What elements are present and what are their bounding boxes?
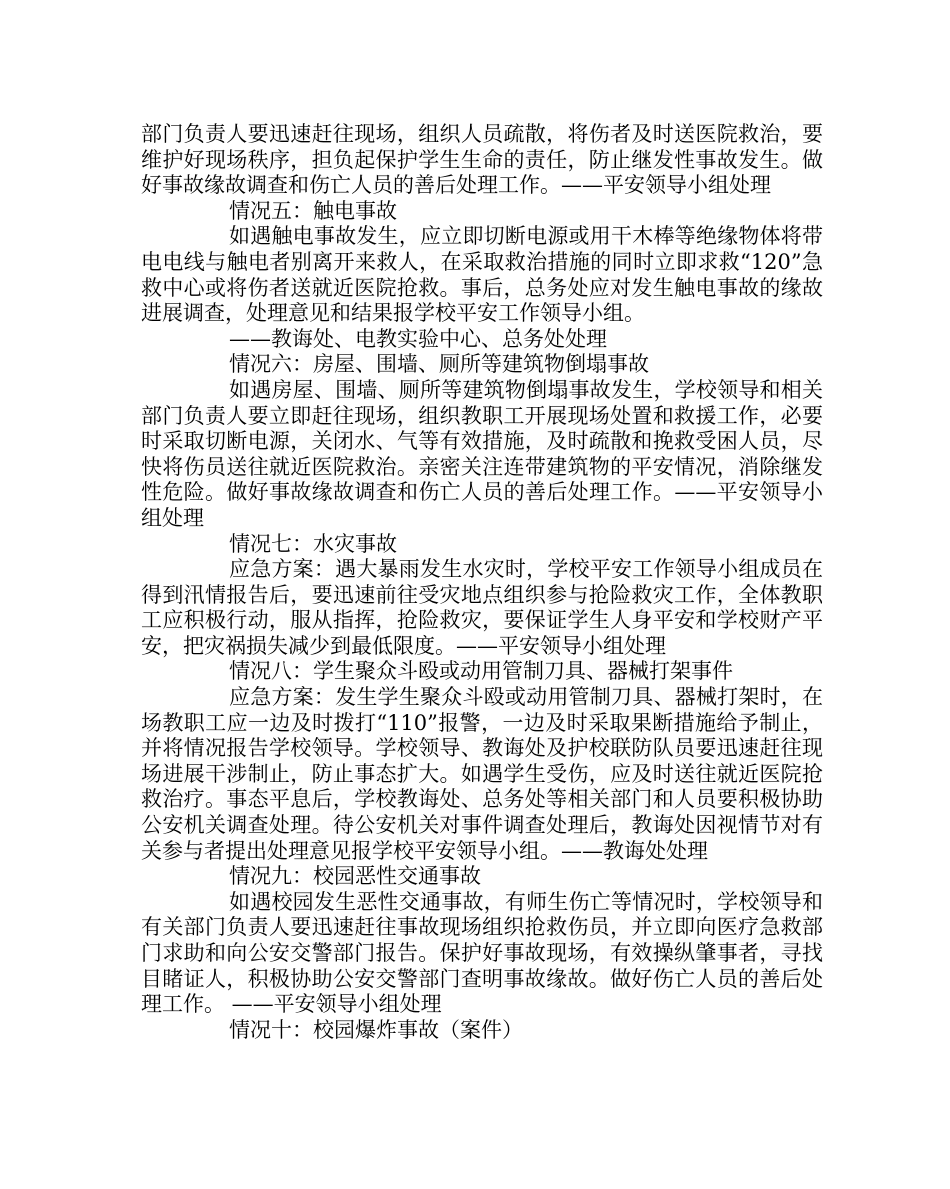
section-heading-case-9: 情况九：校园恶性交通事故: [229, 864, 481, 889]
section-heading-case-8: 情况八：学生聚众斗殴或动用管制刀具、器械打架事件: [229, 659, 733, 684]
section-heading-case-10: 情况十：校园爆炸事故（案件）: [229, 1017, 523, 1042]
paragraph-body: 如遇触电事故发生，应立即切断电源或用干木棒等绝缘物体将带电电线与触电者别离开来救人，在采取救治措施的同时立即求救“120”急救中心或将伤者送就近医院抢救。事后，总务处应对发生触电事故的缘故进展调查，处理意见和结果报学校平安工作领导小组。: [141, 224, 823, 326]
paragraph-body: 应急方案：遇大暴雨发生水灾时，学校平安工作领导小组成员在得到汛情报告后，要迅速前往受灾地点组织参与抢险救灾工作，全体教职工应积极行动，服从指挥，抢险救灾，要保证学生人身平安和学校财产平安，把灾祸损失减少到最低限度。——平安领导小组处理: [141, 557, 823, 658]
section-heading-case-6: 情况六：房屋、围墙、厕所等建筑物倒塌事故: [229, 352, 649, 377]
paragraph-body: 如遇房屋、围墙、厕所等建筑物倒塌事故发生，学校领导和相关部门负责人要立即赶往现场，组织教职工开展现场处置和救援工作，必要时采取切断电源，关闭水、气等有效措施，及时疏散和挽救受困人员，尽快将伤员送往就近医院救治。亲密关注连带建筑物的平安情况，消除继发性危险。做好事故缘故调查和伤亡人员的善后处理工作。——平安领导小组处理: [141, 377, 823, 530]
paragraph-body: 部门负责人要迅速赶往现场，组织人员疏散，将伤者及时送医院救治，要维护好现场秩序，担负起保护学生生命的责任，防止继发性事故发生。做好事故缘故调查和伤亡人员的善后处理工作。——平安领导小组处理: [141, 122, 823, 198]
section-heading-case-7: 情况七：水灾事故: [229, 531, 397, 556]
paragraph-body: 应急方案：发生学生聚众斗殴或动用管制刀具、器械打架时，在场教职工应一边及时拨打“110”报警，一边及时采取果断措施给予制止，并将情况报告学校领导。学校领导、教诲处及护校联防队员要迅速赶往现场进展干涉制止，防止事态扩大。如遇学生受伤，应及时送往就近医院抢救治疗。事态平息后，学校教诲处、总务处等相关部门和人员要积极协助公安机关调查处理。待公安机关对事件调查处理后，教诲处因视情节对有关参与者提出处理意见报学校平安领导小组。——教诲处处理: [141, 685, 823, 863]
document-page: [141, 122, 823, 1043]
responsible-department-line: ——教诲处、电教实验中心、总务处处理: [229, 326, 607, 351]
section-heading-case-5: 情况五：触电事故: [229, 198, 397, 223]
paragraph-body: 如遇校园发生恶性交通事故，有师生伤亡等情况时，学校领导和有关部门负责人要迅速赶往事故现场组织抢救伤员，并立即向医疗急救部门求助和向公安交警部门报告。保护好事故现场，有效操纵肇事者，寻找目睹证人，积极协助公安交警部门查明事故缘故。做好伤亡人员的善后处理工作。 ——平安领导小组处理: [141, 889, 823, 1017]
